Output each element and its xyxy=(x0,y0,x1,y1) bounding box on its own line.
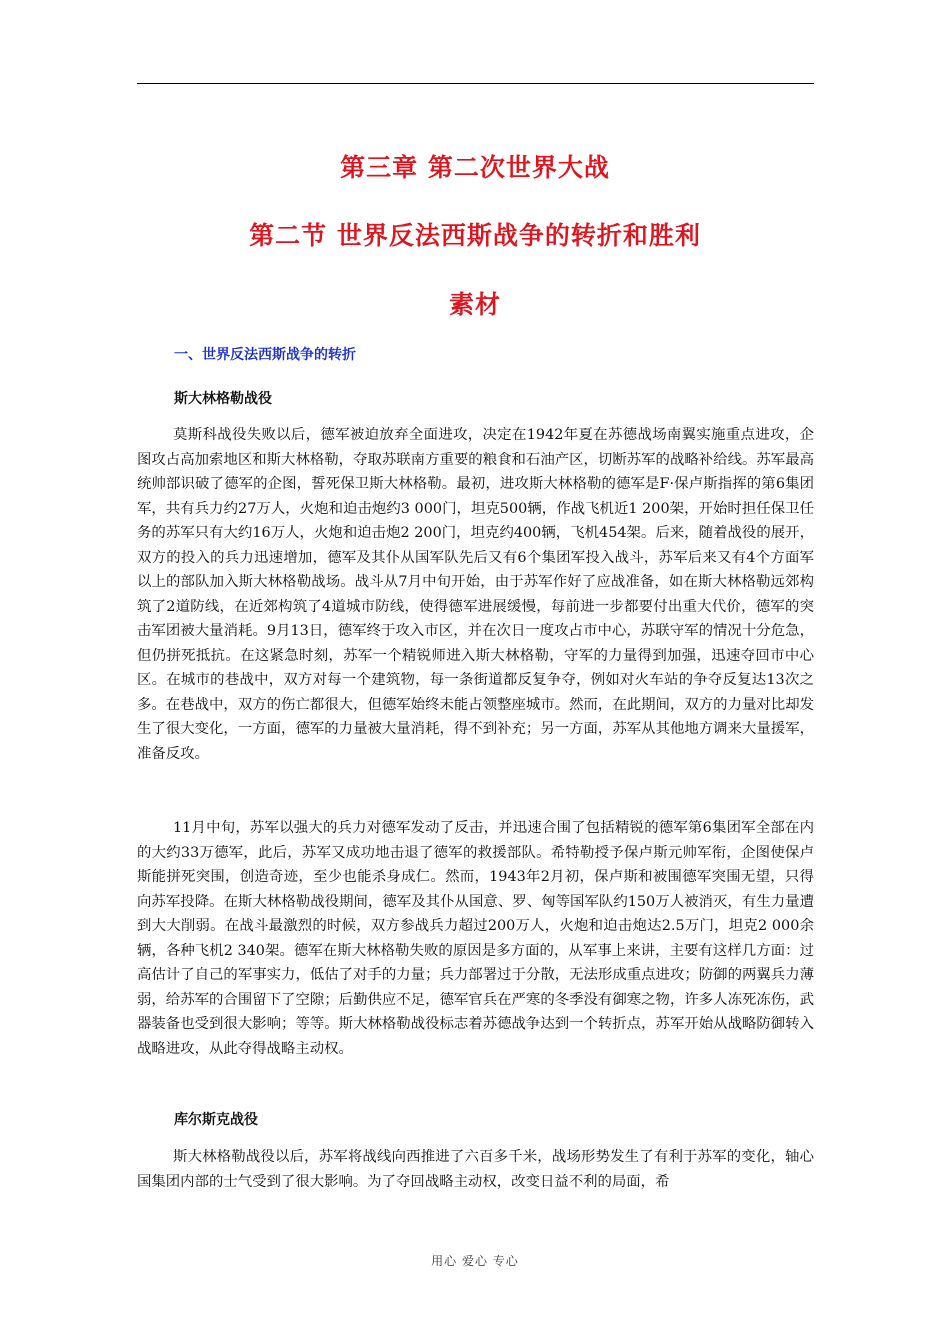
stalingrad-heading: 斯大林格勒战役 xyxy=(174,391,272,407)
section-title: 第二节 世界反法西斯战争的转折和胜利 xyxy=(249,221,701,250)
kursk-paragraph-1: 斯大林格勒战役以后，苏军将战线向西推进了六百多千米，战场形势发生了有利于苏军的变化，轴心国集团内部的士气受到了很大影响。为了夺回战略主动权，改变日益不利的局面，希 xyxy=(137,1149,814,1190)
header-rule xyxy=(137,83,814,84)
stalingrad-paragraph-2: 11月中旬，苏军以强大的兵力对德军发动了反击，并迅速合围了包括精锐的德军第6集团军全部在内的大约33万德军，此后，苏军又成功地击退了德军的救援部队。希特勒授予保卢斯元帅军衔，企图使保卢斯能拼死突围，创造奇迹，至少也能杀身成仁。然而，1943年2月初，保卢斯和被围德军突围无望，只得向苏军投降。在斯大林格勒战役期间，德军及其仆从国意、罗、匈等国军队约150万人被消灭，有生力量遭到大大削弱。在战斗最激烈的时候，双方参战兵力超过200万人，火炮和迫击炮达2.5万门，坦克2 000余辆，各种飞机2 340架。德军在斯大林格勒失败的原因是多方面的，从军事上来讲，主要有这样几方面：过高估计了自己的军事实力，低估了对手的力量；兵力部署过于分散，无法形成重点进攻；防御的两翼兵力薄弱，给苏军的合围留下了空隙；后勤供应不足，德军官兵在严寒的冬季没有御寒之物，许多人冻死冻伤，武器装备也受到很大影响；等等。斯大林格勒战役标志着苏德战争达到一个转折点，苏军开始从战略防御转入战略进攻，从此夺得战略主动权。 xyxy=(137,820,814,1057)
section-heading: 一、世界反法西斯战争的转折 xyxy=(174,347,356,363)
chapter-title: 第三章 第二次世界大战 xyxy=(340,153,610,182)
kursk-heading: 库尔斯克战役 xyxy=(174,1112,258,1128)
stalingrad-paragraph-1: 莫斯科战役失败以后，德军被迫放弃全面进攻，决定在1942年夏在苏德战场南翼实施重点进攻，企图攻占高加索地区和斯大林格勒，夺取苏联南方重要的粮食和石油产区，切断苏军的战略补给线。苏军最高统帅部识破了德军的企图，誓死保卫斯大林格勒。最初，进攻斯大林格勒的德军是F·保卢斯指挥的第6集团军，共有兵力约27万人，火炮和迫击炮约3 000门，坦克500辆，作战飞机近1 200架，开始时担任保卫任务的苏军只有大约16万人，火炮和迫击炮2 200门，坦克约400辆，飞机454架。后来，随着战役的展开，双方的投入的兵力迅速增加，德军及其仆从国军队先后又有6个集团军投入战斗，苏军后来又有4个方面军以上的部队加入斯大林格勒战场。战斗从7月中旬开始，由于苏军作好了应战准备，如在斯大林格勒远郊构筑了2道防线，在近郊构筑了4道城市防线，使得德军进展缓慢，每前进一步都要付出重大代价，德军的突击军团被大量消耗。9月13日，德军终于攻入市区，并在次日一度攻占市中心，苏联守军的情况十分危急，但仍拼死抵抗。在这紧急时刻，苏军一个精锐师进入斯大林格勒，守军的力量得到加强，迅速夺回市中心区。在城市的巷战中，双方对每一个建筑物，每一条街道都反复争夺，例如对火车站的争夺反复达13次之多。在巷战中，双方的伤亡都很大，但德军始终未能占领整座城市。然而，在此期间，双方的力量对比却发生了很大变化，一方面，德军的力量被大量消耗，得不到补充；另一方面，苏军从其他地方调来大量援军，准备反攻。 xyxy=(137,427,814,762)
material-label: 素材 xyxy=(448,290,501,319)
page-footer: 用心 爱心 专心 xyxy=(431,1254,519,1268)
